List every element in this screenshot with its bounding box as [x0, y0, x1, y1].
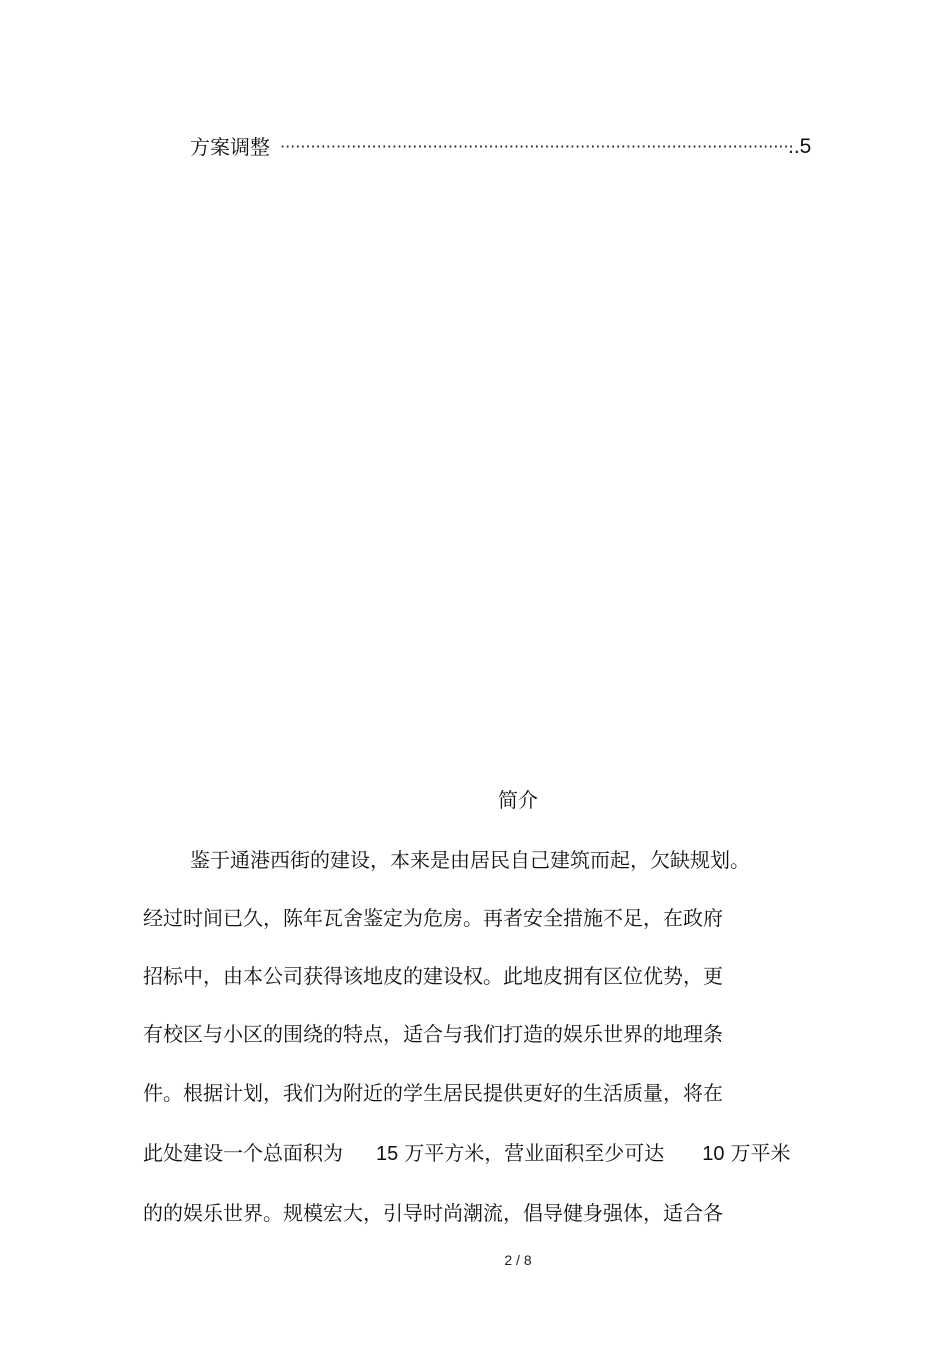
toc-page-number: ..5 — [788, 135, 812, 158]
paragraph-line: 有校区与小区的围绕的特点，适合与我们打造的娱乐世界的地理条 — [143, 1022, 723, 1046]
toc-entry[interactable] — [190, 132, 820, 162]
paragraph-text: 万平米 — [730, 1141, 791, 1165]
area-total-value: 15 — [376, 1143, 399, 1165]
paragraph-line: 鉴于通港西街的建设，本来是由居民自己建筑而起，欠缺规划。 — [190, 848, 750, 872]
paragraph-line: 招标中，由本公司获得该地皮的建设权。此地皮拥有区位优势，更 — [143, 964, 723, 988]
paragraph-line-with-numbers — [143, 1138, 791, 1169]
toc-entry-label: 方案调整 — [190, 135, 270, 159]
paragraph-line: 的的娱乐世界。规模宏大，引导时尚潮流，倡导健身强体，适合各 — [143, 1201, 723, 1225]
toc-leader-dots: ····································································································· — [280, 137, 794, 156]
area-business-value: 10 — [702, 1143, 725, 1165]
paragraph-line: 经过时间已久，陈年瓦舍鉴定为危房。再者安全措施不足，在政府 — [143, 906, 723, 930]
paragraph-text: 此处建设一个总面积为 — [143, 1141, 343, 1165]
section-title: 简介 — [498, 788, 538, 812]
page-indicator: 2 / 8 — [504, 1252, 532, 1268]
paragraph-line: 件。根据计划，我们为附近的学生居民提供更好的生活质量，将在 — [143, 1081, 723, 1105]
paragraph-text: 万平方米，营业面积至少可达 — [404, 1141, 665, 1165]
